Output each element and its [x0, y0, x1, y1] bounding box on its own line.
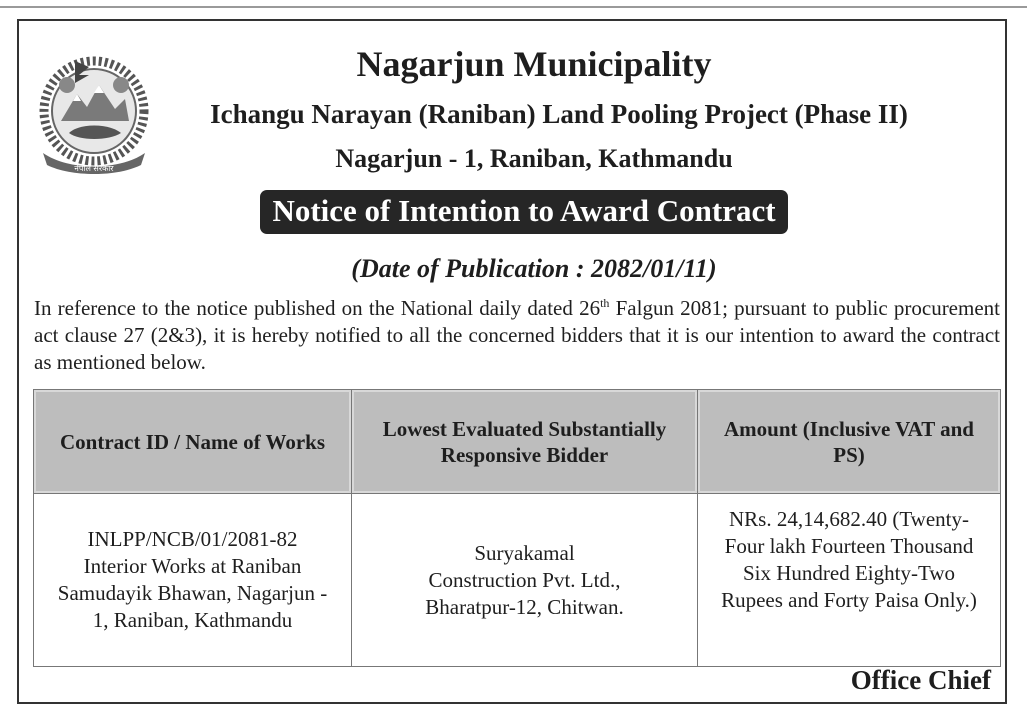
municipality-name: Nagarjun Municipality: [356, 44, 712, 84]
project-name: Ichangu Narayan (Raniban) Land Pooling Project (Phase II): [210, 99, 908, 129]
body-text-start: In reference to the notice published on the National daily dated 26: [34, 296, 601, 320]
bidder-address: Bharatpur-12, Chitwan.: [425, 594, 624, 619]
signature-title: Office Chief: [850, 665, 991, 695]
works-description: Interior Works at Raniban Samudayik Bhawan, Nagarjun - 1, Raniban, Kathmandu: [57, 554, 328, 632]
notice-title: Notice of Intention to Award Contract: [260, 190, 787, 234]
project-address: Nagarjun - 1, Raniban, Kathmandu: [335, 144, 733, 173]
notice-title-wrap: [19, 190, 1009, 234]
contract-cell: [34, 494, 352, 667]
header-bidder: Lowest Evaluated Substantially Responsive Bidder: [352, 390, 698, 494]
top-rule: [0, 0, 1027, 8]
bidder-name: Suryakamal: [474, 540, 575, 565]
amount-cell: NRs. 24,14,682.40 (Twenty-Four lakh Fourteen Thousand Six Hundred Eighty-Two Rupees and Forty Paisa Only.): [698, 494, 1001, 667]
notice-body: [34, 295, 1000, 376]
table-row: [34, 494, 1001, 667]
notice-box: [17, 19, 1007, 704]
header-contract-id: Contract ID / Name of Works: [34, 390, 352, 494]
publication-date: (Date of Publication : 2082/01/11): [351, 254, 717, 283]
contract-table: [33, 389, 1001, 667]
body-text-end: Falgun 2081; pursuant to public procurement act clause 27 (2&3), it is hereby notified to all the concerned bidders that it is our intention to award the contract as mentioned below.: [34, 296, 1000, 374]
bidder-company: Construction Pvt. Ltd.,: [428, 567, 621, 592]
bidder-cell: [352, 494, 698, 667]
header-amount: Amount (Inclusive VAT and PS): [698, 390, 1001, 494]
table-header-row: [34, 390, 1001, 494]
ordinal-suffix: th: [600, 296, 610, 310]
contract-id: INLPP/NCB/01/2081-82: [87, 527, 298, 551]
svg-text:नेपाल सरकार: नेपाल सरकार: [74, 164, 114, 173]
